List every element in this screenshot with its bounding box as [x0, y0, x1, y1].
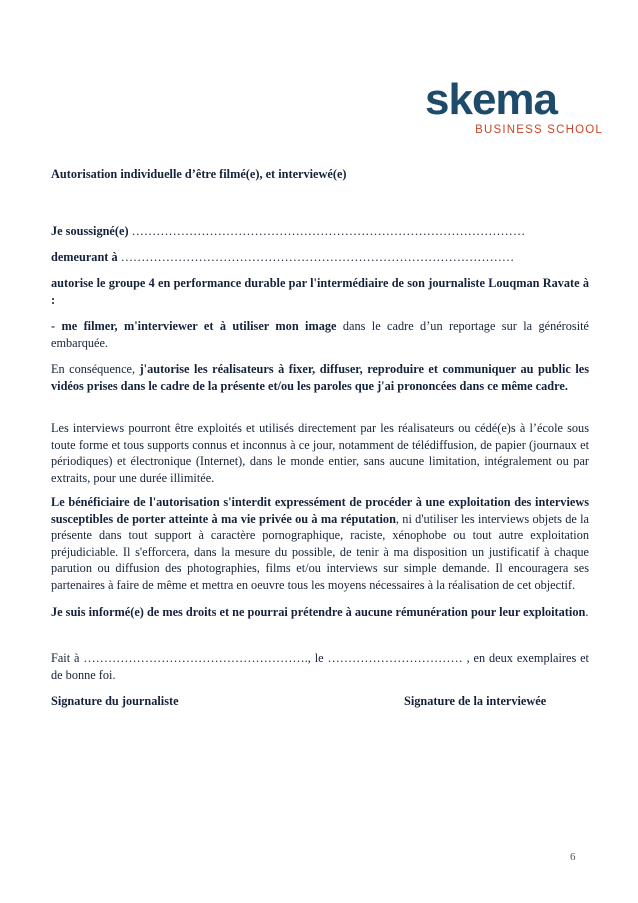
logo-wordmark: skema: [425, 75, 558, 124]
filming-paragraph: - me filmer, m'interviewer et à utiliser mon image dans le cadre d’un reportage sur la générosité embarquée.: [51, 319, 589, 350]
journalist-signature-label: Signature du journaliste: [51, 694, 179, 708]
interviewee-signature-label: Signature de la interviewée: [404, 694, 547, 708]
place-date-paragraph: Fait à ………………………………………………., le …………………………… , en deux exemplaires et de bonne foi.: [51, 651, 589, 682]
residence-label: demeurant à: [51, 250, 118, 264]
restrictions-paragraph: Le bénéficiaire de l'autorisation s'interdit expressément de procéder à une exploitation des interviews susceptibles de porter atteinte à ma vie privée ou à ma réputation, ni d'utiliser les interviews objets de la présente dans tout support à caractère pornographique, raciste, xénophobe ou tout autre exploitation préjudiciable. Il s'efforcera, dans la mesure du possible, de tenir à ma disposition un justificatif à chaque parution ou diffusion des photographies, films et/ou interviews sur simple demande. Il encouragera ses partenaires à faire de même et mettra en oeuvre tous les moyens nécessaires à la réalisation de cet objectif.: [51, 495, 589, 592]
page-number: 6: [570, 851, 576, 863]
remuneration-paragraph: Je suis informé(e) de mes droits et ne pourrai prétendre à aucune rémunération pour leur exploitation.: [51, 605, 589, 619]
undersigned-blank: ……………………………………………………………………………………: [131, 224, 526, 238]
consequence-paragraph: En conséquence, j'autorise les réalisateurs à fixer, diffuser, reproduire et communiquer au public les vidéos prises dans le cadre de la présente et/ou les paroles que j'ai prononcées dans ce même cadre.: [51, 362, 589, 393]
undersigned-label: Je soussigné(e): [51, 224, 129, 238]
place-blank: ……………………………………………….: [83, 651, 308, 665]
document-title: Autorisation individuelle d’être filmé(e), et interviewé(e): [51, 167, 347, 181]
skema-logo: [425, 75, 603, 142]
residence-line: [51, 249, 589, 266]
undersigned-line: [51, 223, 589, 240]
logo-subtitle: BUSINESS SCHOOL: [475, 124, 603, 136]
usage-paragraph: Les interviews pourront être exploités et utilisés directement par les réalisateurs ou cédé(e)s à l’école sous toute forme et tous supports connus et inconnus à ce jour, notamment de télédiffusion, de papier (journaux et périodiques) et électronique (Internet), dans le monde entier, sans aucune limitation, intégralement ou par extraits, pour une durée illimitée.: [51, 421, 589, 485]
residence-blank: ……………………………………………………………………………………: [120, 250, 515, 264]
date-blank: ……………………………: [327, 651, 463, 665]
authorization-paragraph: autorise le groupe 4 en performance durable par l'intermédiaire de son journaliste Louqman Ravate à :: [51, 276, 589, 307]
